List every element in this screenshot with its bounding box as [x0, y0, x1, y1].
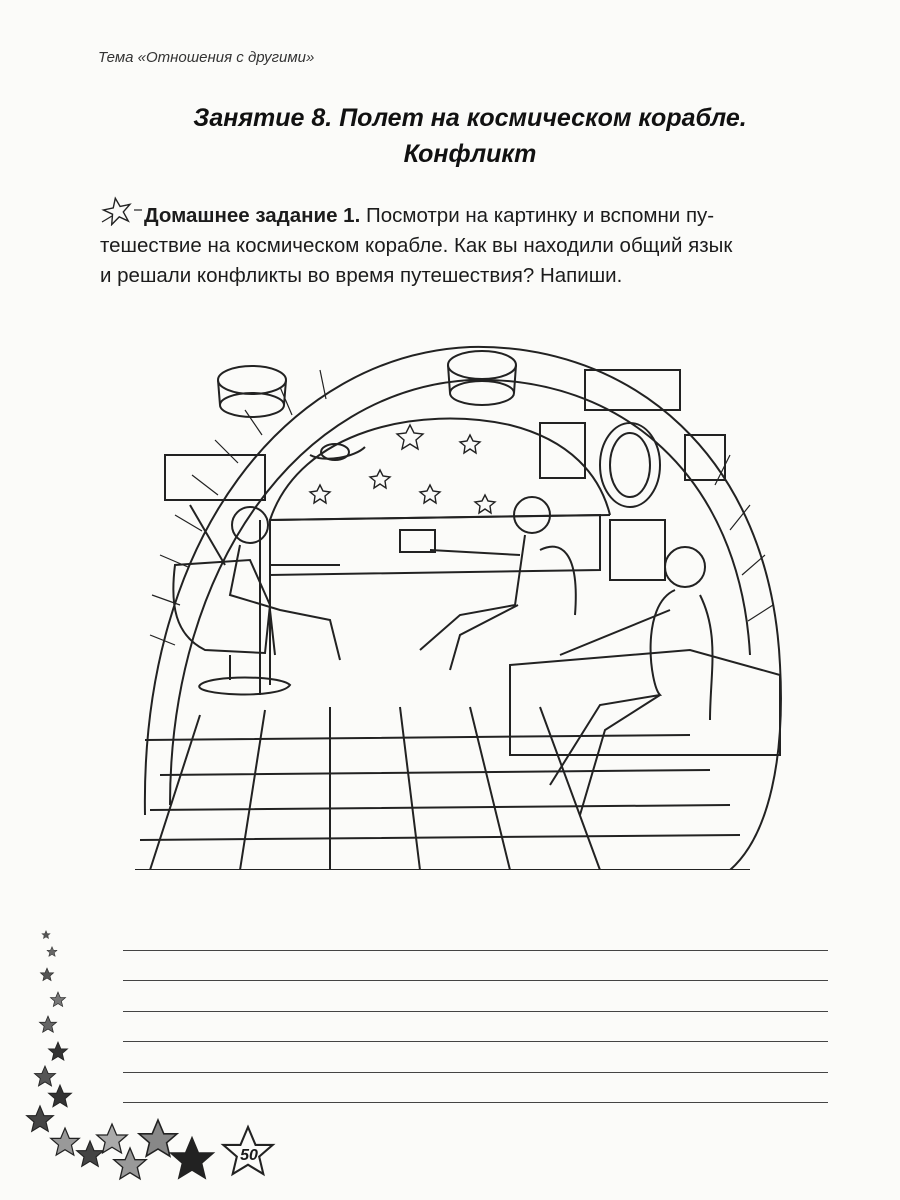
homework-task: [100, 196, 840, 291]
spaceship-illustration: [130, 335, 790, 870]
star-outline-icon: [100, 196, 144, 226]
task-text-1: Посмотри на картинку и вспомни пу-: [360, 204, 715, 227]
task-text-3: и решали конфликты во время путешествия? Напиши.: [100, 264, 623, 287]
task-text-2: тешествие на космическом корабле. Как вы находили общий язык: [100, 234, 733, 257]
lesson-title-line-2: Конфликт: [403, 140, 537, 168]
task-label: Домашнее задание 1.: [144, 204, 361, 227]
page-number: 50: [240, 1147, 258, 1164]
lesson-title-line-1: Занятие 8. Полет на космическом корабле.: [193, 104, 747, 132]
topic-header: Тема «Отношения с другими»: [98, 49, 315, 66]
lesson-title: [100, 100, 840, 172]
